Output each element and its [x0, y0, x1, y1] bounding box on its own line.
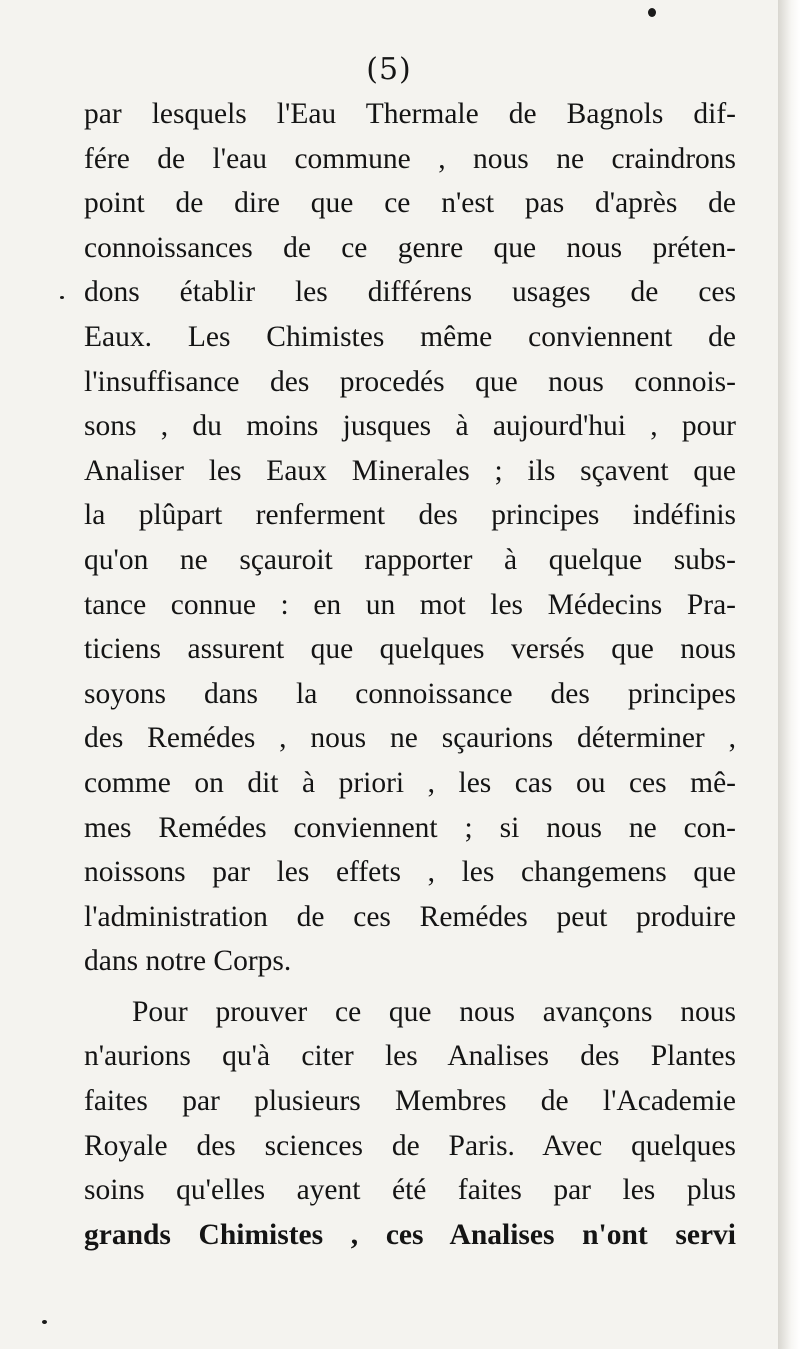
- body-text: [84, 92, 736, 1257]
- text-line: l'administration de ces Remédes peut produire: [84, 900, 736, 933]
- ink-speck: [648, 8, 656, 17]
- text-line: sons , du moins jusques à aujourd'hui , pour: [84, 410, 736, 443]
- text-line: ticiens assurent que quelques versés que nous: [84, 633, 736, 666]
- page-edge-shadow: [778, 0, 800, 1349]
- text-line: tance connue : en un mot les Médecins Pra-: [84, 588, 736, 621]
- text-line: Pour prouver ce que nous avançons nous: [132, 995, 736, 1028]
- ink-speck: [42, 1320, 47, 1324]
- text-line: l'insuffisance des procedés que nous connois-: [84, 365, 736, 398]
- text-line: fére de l'eau commune , nous ne craindrons: [84, 142, 736, 175]
- text-line: soyons dans la connoissance des principes: [84, 677, 736, 710]
- ink-speck: [60, 296, 64, 299]
- text-line: Eaux. Les Chimistes même conviennent de: [84, 320, 736, 353]
- text-line: faites par plusieurs Membres de l'Academie: [84, 1085, 736, 1118]
- text-line: dons établir les différens usages de ces: [84, 276, 736, 309]
- text-line: par lesquels l'Eau Thermale de Bagnols dif-: [84, 98, 736, 130]
- text-line: noissons par les effets , les changemens que: [84, 856, 736, 889]
- text-line: connoissances de ce genre que nous préten-: [84, 231, 736, 264]
- text-line: Analiser les Eaux Minerales ; ils sçavent que: [84, 454, 736, 487]
- text-line: Royale des sciences de Paris. Avec quelques: [84, 1129, 736, 1162]
- text-line: grands Chimistes , ces Analises n'ont servi: [84, 1218, 736, 1251]
- page-number: (5): [366, 52, 412, 87]
- text-line: la plûpart renferment des principes indéfinis: [84, 499, 736, 532]
- text-line: comme on dit à priori , les cas ou ces mê-: [84, 766, 736, 799]
- text-line: des Remédes , nous ne sçaurions déterminer ,: [84, 722, 736, 755]
- text-line: dans notre Corps.: [84, 945, 292, 978]
- paragraph-2: [84, 990, 736, 1258]
- paragraph-1: [84, 92, 736, 984]
- text-line: mes Remédes conviennent ; si nous ne con-: [84, 811, 736, 844]
- text-line: qu'on ne sçauroit rapporter à quelque subs-: [84, 543, 736, 576]
- text-line: point de dire que ce n'est pas d'après de: [84, 187, 736, 220]
- text-line: n'aurions qu'à citer les Analises des Plantes: [84, 1040, 736, 1073]
- text-line: soins qu'elles ayent été faites par les plus: [84, 1174, 736, 1207]
